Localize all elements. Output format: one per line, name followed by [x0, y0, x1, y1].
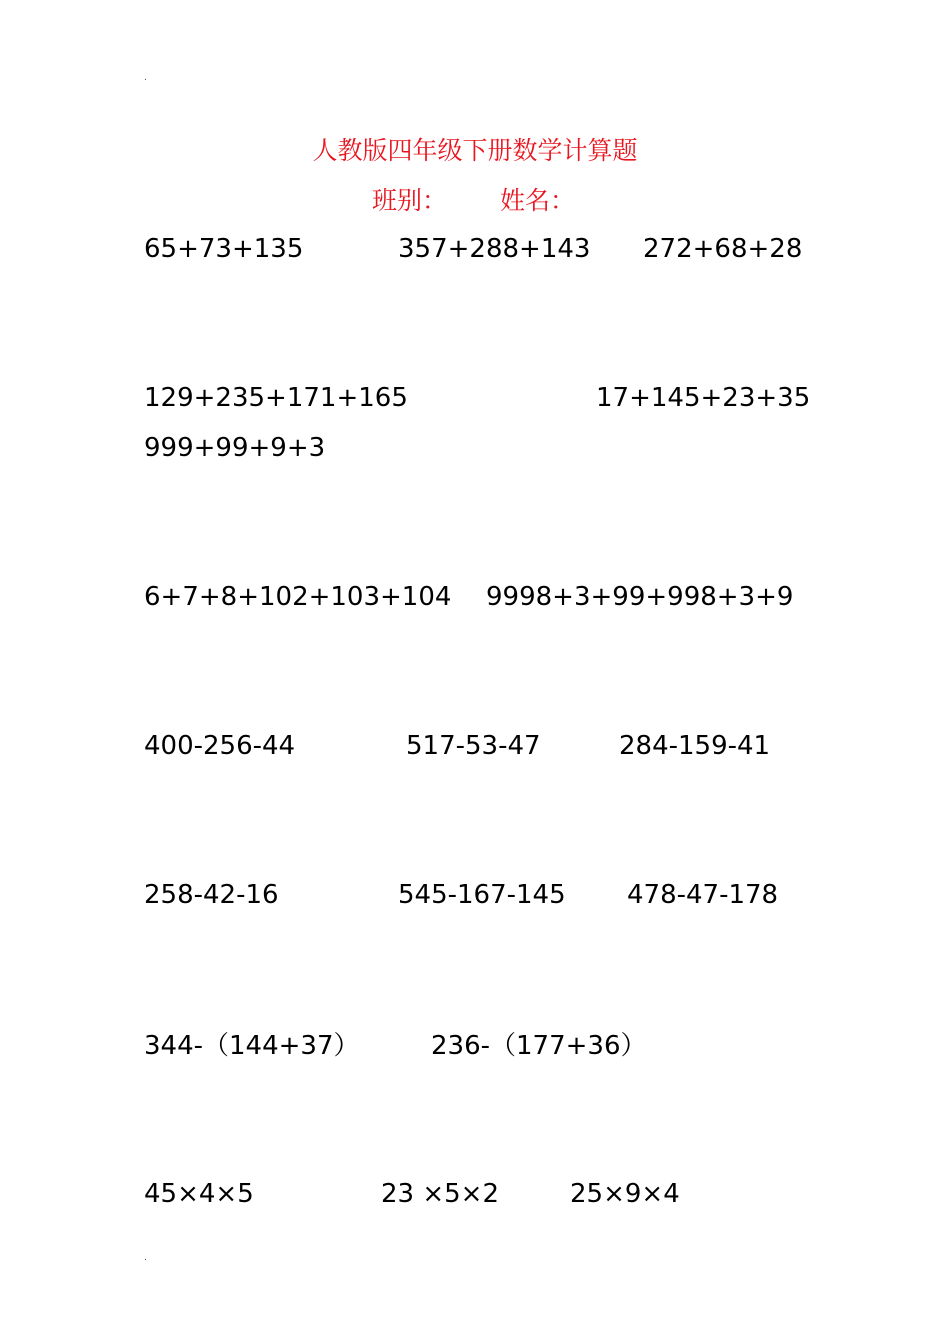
problem-6-2: 545-167-145	[398, 880, 566, 910]
problem-4-2: 9998+3+99+998+3+9	[486, 582, 794, 612]
class-label: 班别：	[372, 186, 448, 215]
problem-8-1: 45×4×5	[144, 1179, 254, 1209]
problem-5-1: 400-256-44	[144, 731, 296, 761]
problem-7-2: 236-（177+36）	[431, 1031, 647, 1061]
problem-5-3: 284-159-41	[619, 731, 771, 761]
page-title: 人教版四年级下册数学计算题	[312, 136, 638, 165]
problem-2-1: 129+235+171+165	[144, 383, 408, 413]
problem-7-1: 344-（144+37）	[144, 1031, 360, 1061]
problem-2-2: 17+145+23+35	[596, 383, 811, 413]
problem-8-2: 23 ×5×2	[381, 1179, 500, 1209]
problem-1-1: 65+73+135	[144, 234, 304, 264]
problem-6-3: 478-47-178	[627, 880, 779, 910]
page-mark-top: .	[144, 73, 147, 83]
problem-5-2: 517-53-47	[406, 731, 541, 761]
problem-4-1: 6+7+8+102+103+104	[144, 582, 452, 612]
page-mark-bottom: .	[144, 1253, 147, 1263]
problem-1-2: 357+288+143	[398, 234, 591, 264]
problem-1-3: 272+68+28	[643, 234, 803, 264]
problem-6-1: 258-42-16	[144, 880, 279, 910]
problem-8-3: 25×9×4	[570, 1179, 680, 1209]
problem-3-1: 999+99+9+3	[144, 433, 326, 463]
name-label: 姓名：	[500, 186, 576, 215]
